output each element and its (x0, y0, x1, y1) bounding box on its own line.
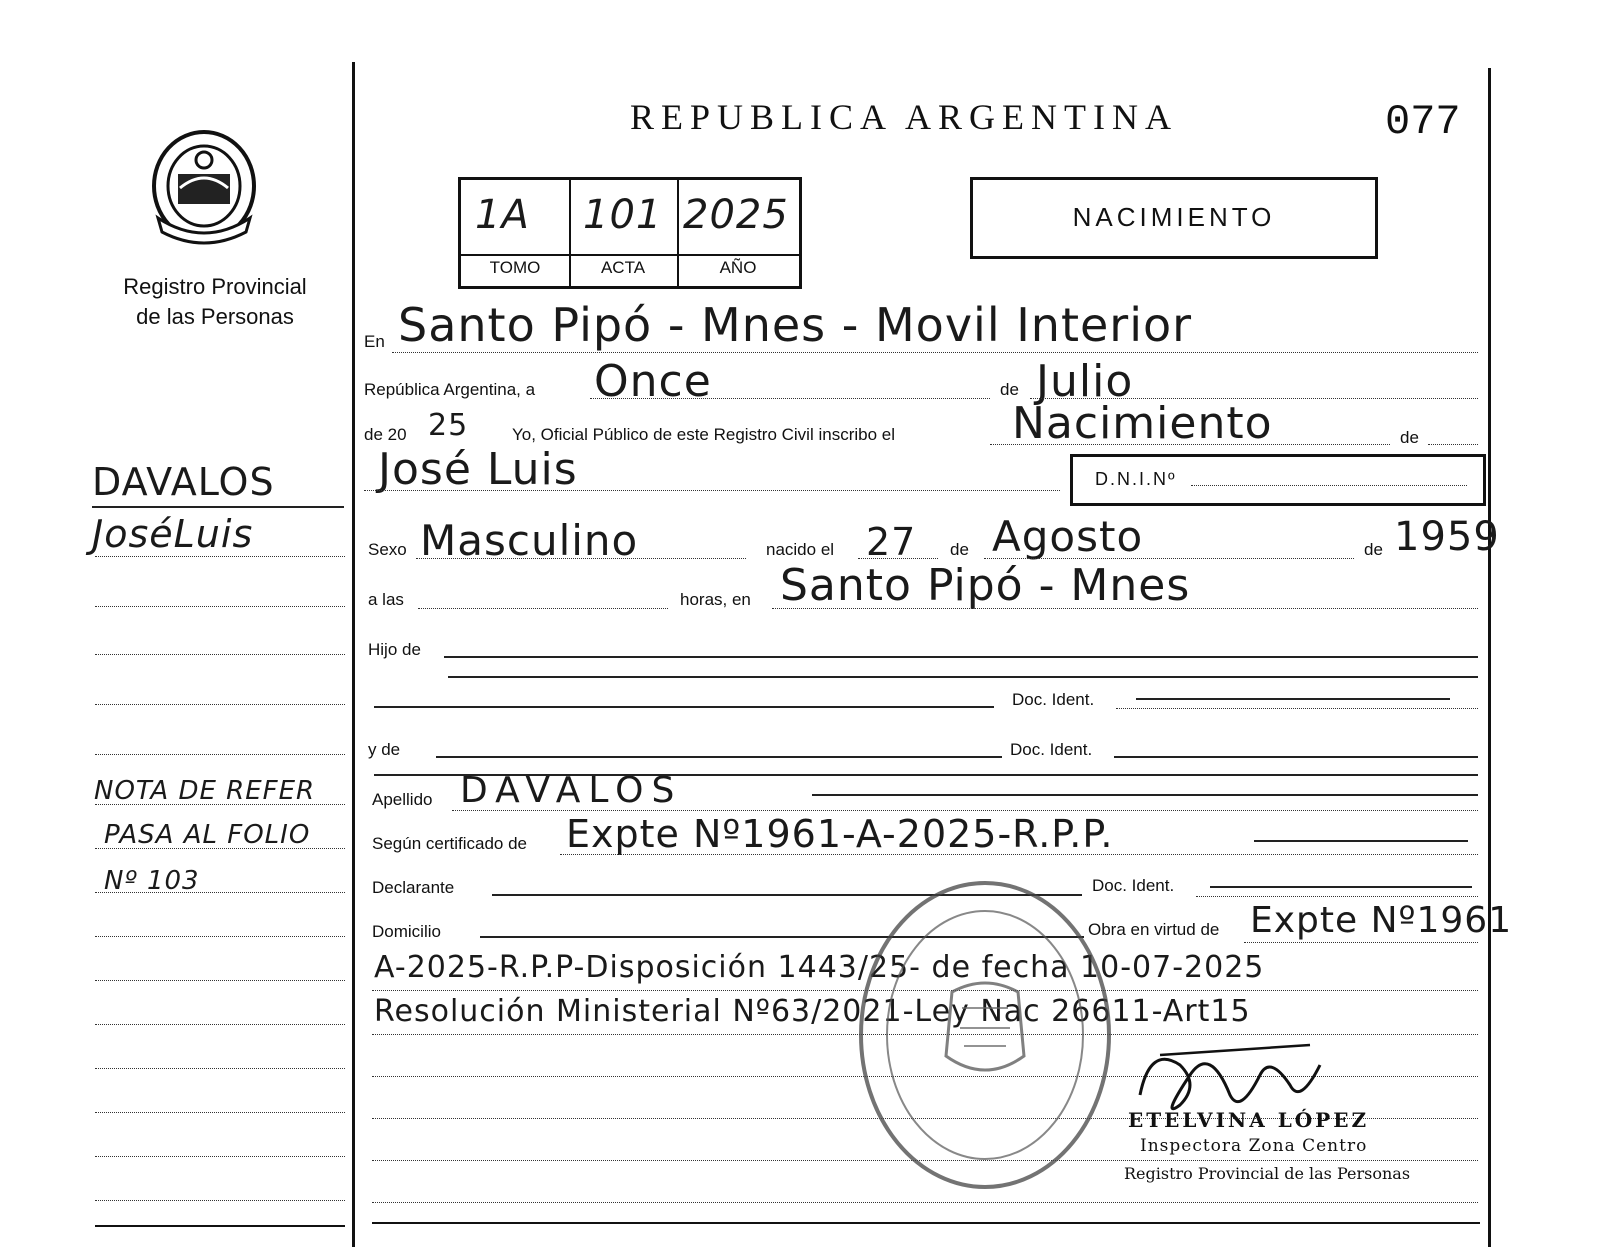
de-label3: de (950, 540, 969, 559)
birth-day-value: 27 (866, 520, 917, 564)
segun-label: Según certificado de (372, 834, 527, 853)
doc-ident-dash1 (1136, 698, 1450, 700)
obra-line1 (1244, 942, 1478, 943)
frame-left-border (352, 62, 355, 1247)
margin-surname-rule (92, 506, 344, 508)
margin-surname: DAVALOS (92, 460, 275, 504)
de-line2 (1428, 444, 1478, 445)
tag-divider (461, 254, 799, 256)
doc-ident-label3: Doc. Ident. (1092, 876, 1175, 895)
sexo-label: Sexo (368, 540, 407, 559)
margin-line (95, 804, 345, 805)
doc-ident-label2: Doc. Ident. (1010, 740, 1093, 759)
de-label4: de (1364, 540, 1383, 559)
act-type-box (970, 177, 1378, 259)
month-value: Julio (1036, 356, 1134, 407)
day-line (590, 398, 990, 399)
horas-label: horas, en (680, 590, 751, 609)
de20-label: de 20 (364, 425, 407, 444)
parent1-line (374, 706, 994, 708)
anio-value: 2025 (683, 192, 789, 238)
day-written-value: Once (594, 356, 712, 407)
margin-note-line1: NOTA DE REFER (94, 776, 316, 806)
apellido-value: DAVALOS (460, 770, 683, 811)
margin-line (95, 980, 345, 981)
apellido-label: Apellido (372, 790, 433, 809)
a-las-label: a las (368, 590, 404, 609)
margin-line (95, 936, 345, 937)
margin-line (95, 1156, 345, 1157)
birth-day-line (858, 558, 938, 559)
signer-name: ETELVINA LÓPEZ (1128, 1108, 1370, 1132)
margin-line (95, 892, 345, 893)
obra-line3-value: Resolución Ministerial Nº63/2021-Ley Nac 26611-Art15 (374, 994, 1251, 1029)
signer-role: Inspectora Zona Centro (1140, 1136, 1368, 1156)
registry-caption-line1: Registro Provincial (123, 274, 307, 299)
y-de-label: y de (368, 740, 401, 759)
anio-label: AÑO (719, 258, 757, 277)
hijo-line2 (448, 676, 1478, 678)
folio-number: 077 (1385, 98, 1461, 146)
dni-box (1070, 454, 1486, 506)
en-label: En (364, 332, 385, 351)
tomo-label: TOMO (489, 258, 541, 277)
margin-line (95, 556, 345, 557)
hijo-label: Hijo de (368, 640, 421, 659)
coat-of-arms-icon (150, 128, 258, 248)
obra-line2-value: A-2025-R.P.P-Disposición 1443/25- de fecha 10-07-2025 (374, 950, 1265, 985)
doc-ident-line1 (1116, 708, 1478, 709)
margin-note-line2: PASA AL FOLIO (104, 820, 311, 850)
margin-note-line3: Nº 103 (104, 866, 200, 896)
year-suffix-value: 25 (428, 408, 469, 443)
place-value: Santo Pipó - Mnes - Movil Interior (398, 298, 1193, 352)
certificado-dash (1254, 840, 1468, 842)
act-kind-value: Nacimiento (1012, 398, 1273, 449)
tomo-acta-anio-box (458, 177, 802, 289)
registry-caption (95, 272, 335, 332)
obra-line1-value: Expte Nº1961 (1250, 900, 1513, 941)
republica-label: República Argentina, a (364, 380, 536, 399)
registry-caption-line2: de las Personas (136, 304, 294, 329)
blank-line (372, 1202, 1478, 1203)
margin-line (95, 1200, 345, 1201)
sex-line (416, 558, 746, 559)
hijo-line (444, 656, 1478, 658)
doc-ident-label1: Doc. Ident. (1012, 690, 1095, 709)
doc-ident-line2 (1114, 756, 1478, 758)
hour-line (418, 608, 668, 609)
acta-value: 101 (583, 192, 663, 238)
name-line (364, 490, 1060, 491)
frame-right-border (1488, 68, 1491, 1247)
parent2-line (436, 756, 1002, 758)
round-official-stamp-icon (856, 878, 1114, 1192)
obra-label: Obra en virtud de (1088, 920, 1220, 939)
margin-line (95, 1068, 345, 1069)
birth-year-value: 1959 (1394, 514, 1500, 560)
certificado-value: Expte Nº1961-A-2025-R.P.P. (566, 812, 1114, 856)
certificado-line (560, 854, 1478, 855)
tomo-value: 1A (475, 192, 530, 238)
doc-ident-line3 (1196, 896, 1478, 897)
apellido-line (452, 810, 1478, 811)
margin-line (95, 704, 345, 705)
signer-office: Registro Provincial de las Personas (1124, 1164, 1411, 1183)
dni-label: D.N.I.Nº (1095, 469, 1177, 489)
acta-label: ACTA (600, 258, 646, 277)
de-label2: de (1400, 428, 1419, 447)
place-line (392, 352, 1478, 353)
page-title: REPUBLICA ARGENTINA (630, 97, 1179, 137)
oficial-label: Yo, Oficial Público de este Registro Civil inscribo el (512, 425, 895, 444)
birth-month-line (984, 558, 1354, 559)
act-kind-line (990, 444, 1390, 445)
margin-line (95, 606, 345, 607)
margin-line (95, 654, 345, 655)
margin-bottom-rule (95, 1225, 345, 1227)
de-label: de (1000, 380, 1019, 399)
apellido-dash (812, 794, 1478, 796)
margin-given-names: JoséLuis (92, 512, 254, 556)
margin-line (95, 1024, 345, 1025)
margin-line (95, 754, 345, 755)
domicilio-label: Domicilio (372, 922, 441, 941)
sex-value: Masculino (420, 516, 639, 565)
act-type-label: NACIMIENTO (1072, 202, 1276, 232)
declarante-label: Declarante (372, 878, 455, 897)
birth-place-value: Santo Pipó - Mnes (780, 560, 1191, 611)
doc-ident-dash3 (1210, 886, 1472, 888)
margin-line (95, 848, 345, 849)
birth-month-value: Agosto (992, 512, 1144, 561)
margin-line (95, 1112, 345, 1113)
birth-place-line (772, 608, 1478, 609)
nacido-label: nacido el (766, 540, 835, 559)
name-value: José Luis (378, 444, 578, 495)
frame-bottom-rule (372, 1222, 1480, 1224)
dni-line (1191, 485, 1467, 486)
